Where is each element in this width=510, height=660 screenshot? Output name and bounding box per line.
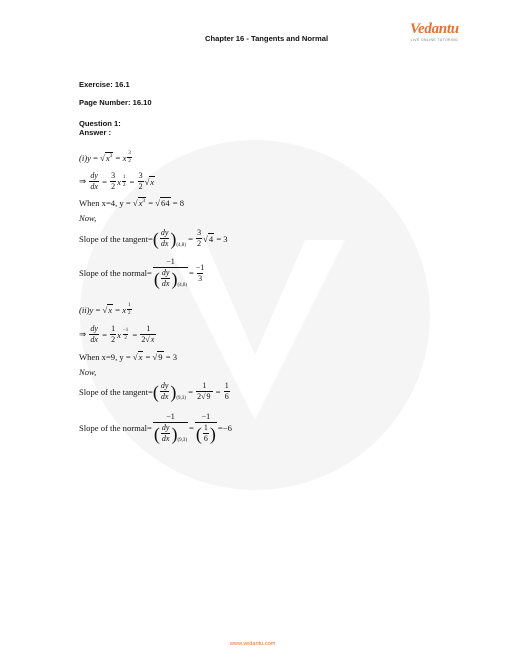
dx: dx	[161, 434, 170, 443]
den: 2	[197, 239, 202, 248]
result: =−6	[217, 423, 232, 433]
dy: dy	[161, 423, 170, 432]
part2-label: (ii)	[79, 304, 90, 315]
den-coef: 2	[197, 392, 202, 401]
radicand: 9	[158, 352, 163, 362]
num: −1	[166, 412, 175, 421]
exp-num: 3	[128, 151, 131, 156]
question-label: Question 1:	[79, 119, 121, 128]
result: = 3	[216, 233, 228, 244]
normal-label: Slope of the normal=	[79, 423, 152, 433]
part2-derivative: ⇒ $\frac{dy}{dx}$ = $\frac{1}{2}$ x $\frac{-1}{2}$ = $\frac{1}{2√x}$	[79, 324, 155, 344]
var-y: y	[89, 304, 94, 315]
num: −1	[195, 262, 205, 272]
result: = 3	[163, 352, 178, 362]
part2-equation: (ii) y = √ x = x $\frac{1}{2}$	[79, 303, 131, 316]
den: 3	[198, 273, 203, 283]
tangent-label: Slope of the tangent=	[79, 233, 153, 244]
den: 2	[111, 182, 116, 191]
dy: dy	[90, 324, 98, 333]
num: 1	[224, 381, 229, 390]
num: 1	[202, 381, 207, 390]
dy: dy	[160, 381, 169, 390]
part2-normal-slope: Slope of the normal= −1 ( $\frac{dy}{dx}$ ) (9,3) = −1 ( $\frac{1}{6}$ ) =−6	[79, 412, 232, 444]
logo-tagline: LIVE ONLINE TUTORING	[410, 38, 459, 42]
exp-num: −1	[122, 328, 129, 333]
num: 1	[146, 324, 151, 333]
part1-when-line: When x=4, $y = √x^3 = √64 = 8$	[79, 198, 185, 208]
logo-wordmark: Vedantu	[410, 21, 459, 37]
den: 6	[203, 434, 208, 443]
tangent-label: Slope of the tangent=	[79, 386, 153, 397]
radicand: 9	[206, 392, 211, 401]
part2-now: Now,	[79, 367, 97, 377]
var-x: x	[105, 153, 110, 163]
part1-equation: (i) y = √ $x^3$ = x $\frac{3}{2}$	[79, 151, 131, 164]
normal-label: Slope of the normal=	[79, 268, 152, 278]
var-x: x	[117, 176, 121, 187]
part2-tangent-slope: Slope of the tangent= ( $\frac{dy}{dx}$ ) (9,3) = $\frac{1}{2√9}$ = $\frac{1}{6}$	[79, 381, 229, 402]
var-x: x	[138, 352, 143, 362]
num: 3	[197, 228, 202, 237]
dy: dy	[161, 268, 170, 277]
num: 3	[138, 171, 143, 180]
num: −1	[166, 257, 175, 266]
den: 2	[111, 335, 116, 344]
den: 6	[224, 392, 229, 401]
part2-when-line: When x=9, y = √x = √9 = 3	[79, 352, 178, 362]
exercise-label: Exercise: 16.1	[79, 80, 130, 89]
exp-den: 2	[124, 336, 127, 341]
dy: dy	[90, 171, 98, 180]
page-number-label: Page Number: 16.10	[79, 98, 152, 107]
part1-normal-slope: Slope of the normal= −1 ( $\frac{dy}{dx}$ ) (4,8) = $\frac{-1}{3}$	[79, 257, 205, 289]
den-coef: 2	[141, 335, 146, 344]
num: −1	[201, 412, 211, 421]
exp-num: 1	[122, 175, 126, 180]
part1-label: (i)	[79, 152, 88, 163]
var-x: x	[150, 335, 155, 344]
answer-label: Answer :	[79, 128, 112, 137]
var-y: y	[87, 152, 91, 163]
var-x: x	[122, 304, 127, 315]
part1-tangent-slope: Slope of the tangent= ( $\frac{dy}{dx}$ ) (4,8) = $\frac{3}{2}$ √ 4 = 3	[79, 228, 228, 249]
exponent: 3	[142, 198, 146, 205]
den: 2	[138, 182, 143, 191]
part1-now: Now,	[79, 213, 97, 223]
dy: dy	[160, 228, 169, 237]
footer-url[interactable]: www.vedantu.com	[230, 641, 276, 647]
dx: dx	[160, 239, 169, 248]
num: 3	[111, 171, 116, 180]
chapter-title: Chapter 16 - Tangents and Normal	[205, 34, 329, 43]
implies-symbol: ⇒	[79, 176, 87, 186]
var-x: x	[150, 177, 155, 187]
exp-num: 1	[128, 303, 131, 308]
exp-den: 2	[122, 183, 126, 188]
dx: dx	[90, 335, 98, 344]
var-x: x	[117, 329, 121, 340]
num: 1	[203, 423, 208, 432]
var-x: x	[122, 152, 127, 163]
num: 1	[111, 324, 116, 333]
exp-den: 2	[128, 311, 131, 316]
dx: dx	[90, 182, 98, 191]
var-x: x	[108, 305, 113, 315]
dx: dx	[160, 392, 169, 401]
var-x: x	[138, 198, 143, 208]
dx: dx	[161, 279, 170, 288]
implies-symbol: ⇒	[79, 329, 87, 339]
exp-den: 2	[128, 159, 131, 164]
part1-derivative: ⇒ $\frac{dy}{dx}$ = $\frac{3}{2}$ x $\frac{1}{2}$ = $\frac{3}{2}$ √ x	[79, 171, 155, 191]
when-text: When x=4, y =	[79, 198, 133, 208]
radicand: 64	[161, 198, 170, 208]
vedantu-logo	[410, 21, 459, 42]
exponent: 3	[109, 153, 113, 160]
result: = 8	[170, 198, 185, 208]
when-text: When x=9, y =	[79, 352, 133, 362]
radicand: 4	[208, 234, 214, 244]
